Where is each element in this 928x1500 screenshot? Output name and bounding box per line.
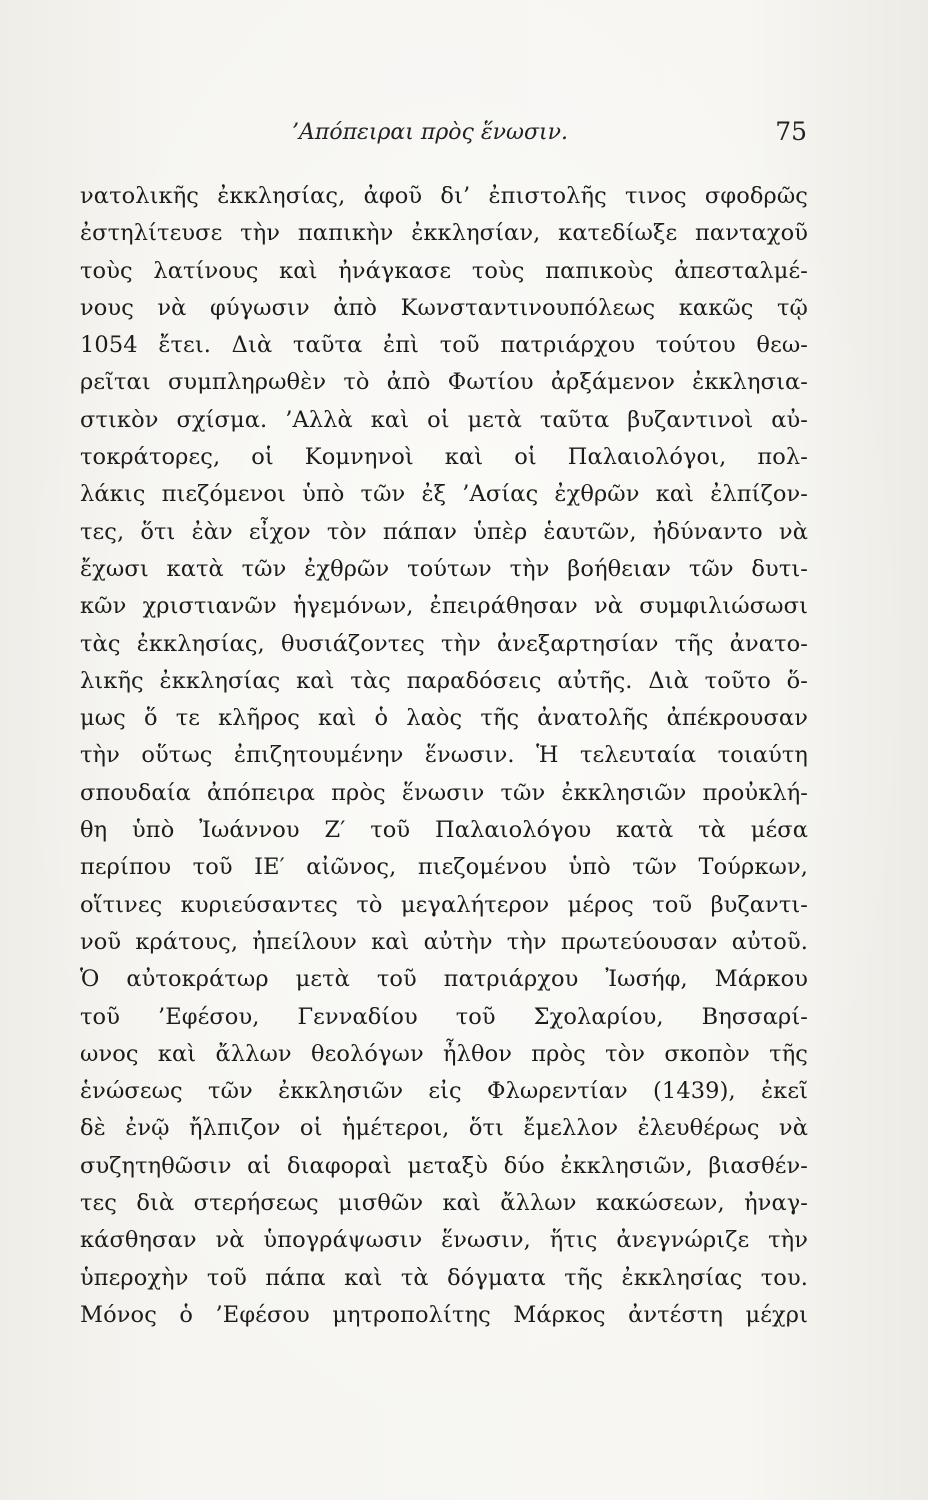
text-line: νους νὰ φύγωσιν ἀπὸ Κωνσταντινουπόλεως κακῶς τῷ — [80, 294, 808, 321]
text-line: ἑνώσεως τῶν ἐκκλησιῶν εἰς Φλωρεντίαν (1439), ἐκεῖ — [80, 1078, 808, 1105]
text-line: θη ὑπὸ Ἰωάννου Ζ′ τοῦ Παλαιολόγου κατὰ τὰ μέσα — [80, 817, 808, 844]
text-line: νατολικῆς ἐκκλησίας, ἀφοῦ δι’ ἐπιστολῆς τινος σφοδρῶς — [80, 183, 808, 209]
text-line: λικῆς ἐκκλησίας καὶ τὰς παραδόσεις αὐτῆς. Διὰ τοῦτο ὅ- — [80, 667, 808, 694]
text-line: μως ὅ τε κλῆρος καὶ ὁ λαὸς τῆς ἀνατολῆς ἀπέκρουσαν — [80, 705, 808, 732]
text-line: ωνος καὶ ἄλλων θεολόγων ἦλθον πρὸς τὸν σκοπὸν τῆς — [80, 1040, 808, 1067]
text-line: ἔχωσι κατὰ τῶν ἐχθρῶν τούτων τὴν βοήθειαν τῶν δυτι- — [80, 555, 808, 582]
text-line: τες, ὅτι ἐὰν εἶχον τὸν πάπαν ὑπὲρ ἑαυτῶν, ἠδύναντο νὰ — [80, 518, 808, 545]
text-line: ἐστηλίτευσε τὴν παπικὴν ἐκκλησίαν, κατεδίωξε πανταχοῦ — [80, 220, 808, 247]
text-line: κάσθησαν νὰ ὑπογράψωσιν ἕνωσιν, ἥτις ἀνεγνώριζε τὴν — [80, 1227, 808, 1254]
text-line: ρεῖται συμπληρωθὲν τὸ ἀπὸ Φωτίου ἀρξάμενον ἐκκλησια- — [80, 369, 808, 396]
text-line: νοῦ κράτους, ἠπείλουν καὶ αὐτὴν τὴν πρωτεύουσαν αὐτοῦ. — [80, 928, 808, 955]
text-line: συζητηθῶσιν αἱ διαφοραὶ μεταξὺ δύο ἐκκλησιῶν, βιασθέν- — [80, 1152, 808, 1179]
text-line: δὲ ἐνῷ ἤλπιζον οἱ ἡμέτεροι, ὅτι ἔμελλον ἐλευθέρως νὰ — [80, 1115, 808, 1142]
text-line: Ὁ αὐτοκράτωρ μετὰ τοῦ πατριάρχου Ἰωσήφ, Μάρκου — [80, 966, 808, 993]
text-line: ὑπεροχὴν τοῦ πάπα καὶ τὰ δόγματα τῆς ἐκκλησίας του. — [80, 1264, 808, 1291]
text-line: κῶν χριστιανῶν ἡγεμόνων, ἐπειράθησαν νὰ συμφιλιώσωσι — [80, 593, 808, 620]
text-line: τὴν οὕτως ἐπιζητουμένην ἕνωσιν. Ἡ τελευταία τοιαύτη — [80, 742, 808, 769]
text-line: τες διὰ στερήσεως μισθῶν καὶ ἄλλων κακώσεων, ἠναγ- — [80, 1190, 808, 1217]
text-line: Μόνος ὁ ’Εφέσου μητροπολίτης Μάρκος ἀντέστη μέχρι — [80, 1301, 808, 1328]
text-line: τοῦ ’Εφέσου, Γενναδίου τοῦ Σχολαρίου, Βησσαρί- — [80, 1003, 808, 1030]
text-line: σπουδαία ἀπόπειρα πρὸς ἕνωσιν τῶν ἐκκλησιῶν προὐκλή- — [80, 779, 808, 806]
text-line: οἵτινες κυριεύσαντες τὸ μεγαλήτερον μέρος τοῦ βυζαντι- — [80, 891, 808, 918]
text-line: τὰς ἐκκλησίας, θυσιάζοντες τὴν ἀνεξαρτησίαν τῆς ἀνατο- — [80, 630, 808, 657]
page-number: 75 — [775, 117, 807, 146]
text-line: στικὸν σχίσμα. ’Αλλὰ καὶ οἱ μετὰ ταῦτα βυζαντινοὶ αὐ- — [80, 406, 808, 433]
text-line: περίπου τοῦ ΙΕ′ αἰῶνος, πιεζομένου ὑπὸ τῶν Τούρκων, — [80, 854, 808, 881]
text-line: τοκράτορες, οἱ Κομνηνοὶ καὶ οἱ Παλαιολόγοι, πολ- — [80, 444, 808, 471]
body-text — [80, 178, 808, 1334]
text-line: λάκις πιεζόμενοι ὑπὸ τῶν ἐξ ’Ασίας ἐχθρῶν καὶ ἐλπίζον- — [80, 481, 808, 508]
text-line: 1054 ἔτει. Διὰ ταῦτα ἐπὶ τοῦ πατριάρχου τούτου θεω- — [80, 332, 808, 359]
text-line: τοὺς λατίνους καὶ ἠνάγκασε τοὺς παπικοὺς ἀπεσταλμέ- — [80, 257, 808, 284]
running-head: ’Απόπειραι πρὸς ἕνωσιν. — [292, 120, 568, 145]
